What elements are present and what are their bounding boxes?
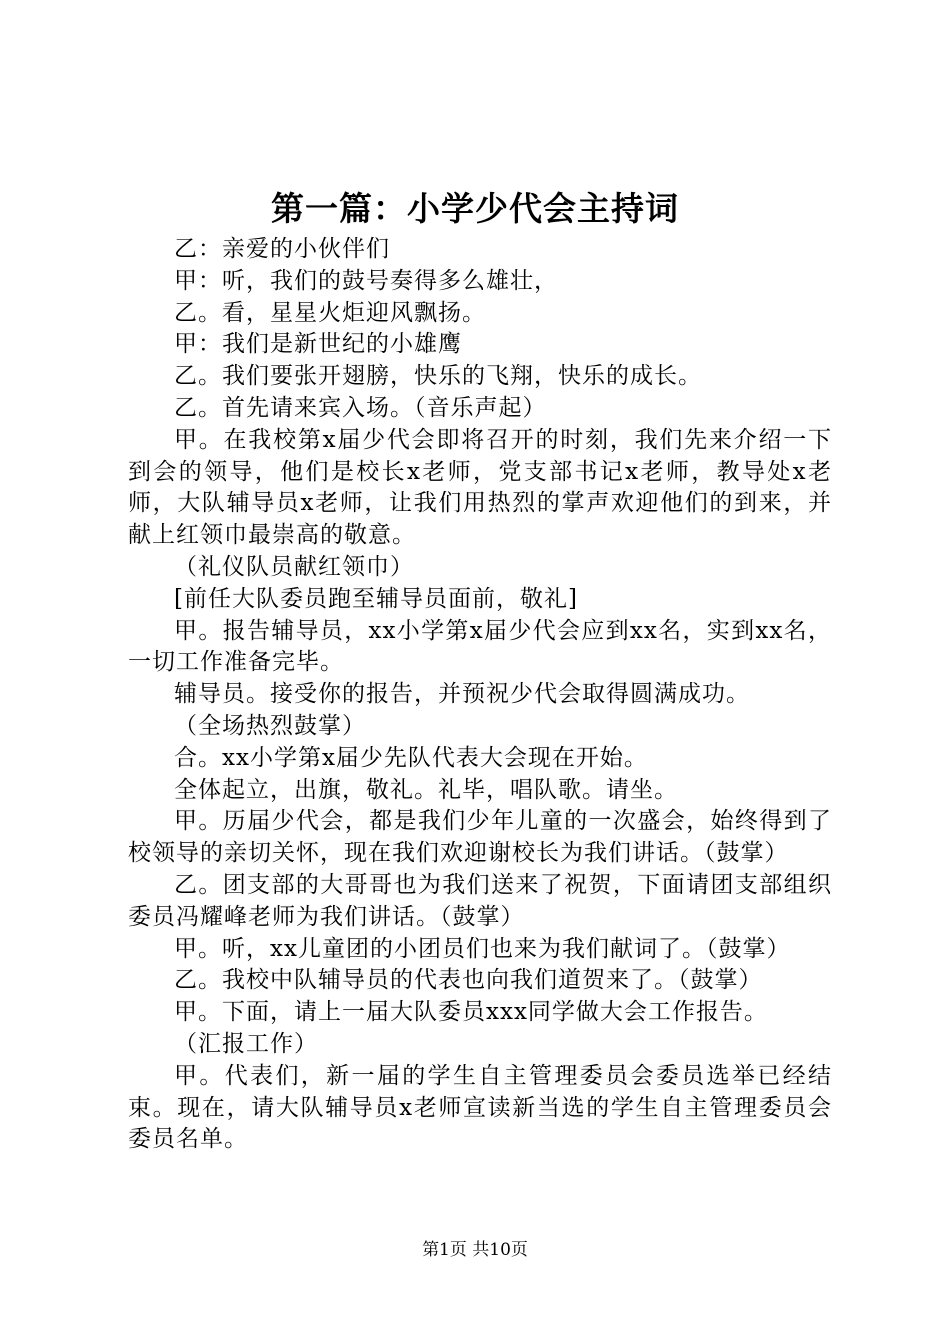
paragraph: [前任大队委员跑至辅导员面前，敬礼] bbox=[174, 585, 578, 612]
paragraph: 甲。下面，请上一届大队委员xxx同学做大会工作报告。 bbox=[174, 999, 768, 1026]
paragraph: 乙。我们要张开翅膀，快乐的飞翔，快乐的成长。 bbox=[174, 363, 702, 390]
document-title: 第一篇：小学少代会主持词 bbox=[271, 189, 679, 228]
paragraph: 合。xx小学第x届少先队代表大会现在开始。 bbox=[174, 744, 648, 771]
paragraph: 甲：听，我们的鼓号奏得多么雄壮， bbox=[174, 267, 558, 294]
paragraph: （汇报工作） bbox=[174, 1030, 318, 1057]
paragraph: （全场热烈鼓掌） bbox=[174, 712, 366, 739]
page-number-footer: 第1页 共10页 bbox=[422, 1240, 528, 1260]
paragraph: 全体起立，出旗，敬礼。礼毕，唱队歌。请坐。 bbox=[174, 776, 678, 803]
paragraph: 辅导员。接受你的报告，并预祝少代会取得圆满成功。 bbox=[174, 681, 750, 708]
paragraph: 乙。团支部的大哥哥也为我们送来了祝贺，下面请团支部组织委员冯耀峰老师为我们讲话。（鼓掌） bbox=[128, 871, 832, 930]
paragraph: 甲。历届少代会，都是我们少年儿童的一次盛会，始终得到了校领导的亲切关怀，现在我们欢迎谢校长为我们讲话。（鼓掌） bbox=[128, 808, 832, 867]
paragraph: 甲。听，xx儿童团的小团员们也来为我们献词了。（鼓掌） bbox=[174, 935, 791, 962]
paragraph: 甲。代表们，新一届的学生自主管理委员会委员选举已经结束。现在，请大队辅导员x老师宣读新当选的学生自主管理委员会委员名单。 bbox=[128, 1062, 832, 1153]
paragraph: 甲：我们是新世纪的小雄鹰 bbox=[174, 331, 462, 358]
document-body bbox=[128, 234, 832, 1156]
paragraph: 乙。首先请来宾入场。（音乐声起） bbox=[174, 394, 547, 421]
paragraph: （礼仪队员献红领巾） bbox=[174, 553, 414, 580]
paragraph: 乙：亲爱的小伙伴们 bbox=[174, 236, 390, 262]
paragraph: 乙。我校中队辅导员的代表也向我们道贺来了。（鼓掌） bbox=[174, 967, 763, 994]
paragraph: 甲。在我校第x届少代会即将召开的时刻，我们先来介绍一下到会的领导，他们是校长x老师，党支部书记x老师，教导处x老师，大队辅导员x老师，让我们用热烈的掌声欢迎他们的到来，并献上红领巾最崇高的敬意。 bbox=[128, 426, 832, 549]
paragraph: 乙。看，星星火炬迎风飘扬。 bbox=[174, 299, 486, 326]
paragraph: 甲。报告辅导员，xx小学第x届少代会应到xx名，实到xx名，一切工作准备完毕。 bbox=[128, 617, 832, 676]
